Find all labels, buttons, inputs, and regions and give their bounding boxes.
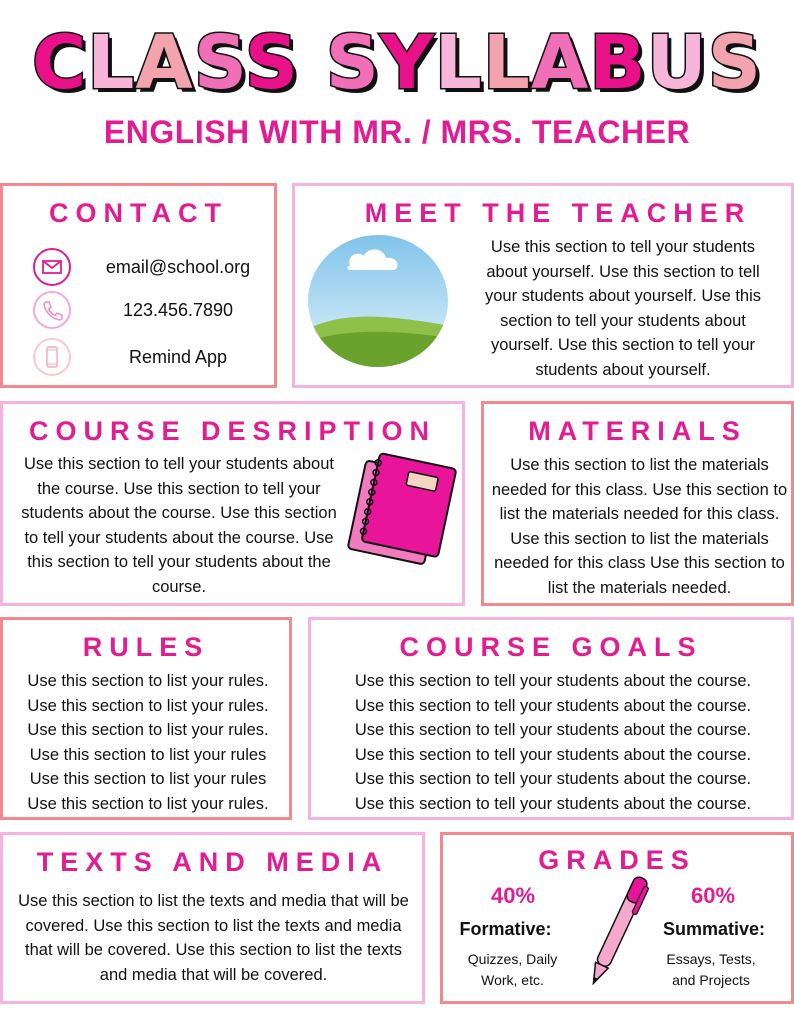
course-description-section	[0, 401, 465, 606]
course-description-text: Use this section to tell your students about the course. Use this section to tell your students about the course. Use this section to tell your students about the course. Use this section to tell your students about the course.	[21, 455, 337, 596]
rule-line: Use this section to list your rules.	[27, 696, 269, 715]
rule-line: Use this section to list your rules	[29, 770, 267, 788]
grades-section	[440, 832, 794, 1004]
materials-text: Use this section to list the materials needed for this class. Use this section to list the materials needed for this class. Use this section to list the materials needed for this class Use this section to list the materials needed.	[491, 456, 788, 597]
summative-percent: 60%	[690, 883, 736, 908]
rule-line: Use this section to list your rules.	[27, 721, 269, 739]
texts-media-section	[0, 832, 425, 1004]
contact-email-row	[33, 248, 263, 288]
course-description-heading: COURSE DESRIPTION	[28, 416, 437, 446]
summative-description: Essays, Tests, and Projects	[666, 951, 756, 988]
page-title	[0, 18, 794, 108]
meet-teacher-heading: MEET THE TEACHER	[364, 198, 752, 228]
texts-media-heading: TEXTS AND MEDIA	[36, 847, 389, 877]
rules-list	[7, 669, 289, 816]
materials-heading: MATERIALS	[528, 416, 747, 446]
goal-line: Use this section to tell your students about the course.	[354, 770, 752, 788]
title-word-class: CLASS	[31, 20, 299, 106]
title-word-syllabus: SYLLABUS	[325, 20, 763, 106]
phone-icon	[33, 291, 71, 329]
summative-label: Summative:	[662, 919, 766, 939]
texts-media-text: Use this section to list the texts and media that will be covered. Use this section to list the texts and media that will be covered. Use this section to list the texts and media that will be covered.	[18, 892, 409, 984]
contact-app: Remind App	[128, 347, 228, 367]
materials-section	[481, 401, 794, 606]
contact-section	[0, 183, 277, 388]
course-goals-section	[308, 617, 794, 820]
notebook-icon	[343, 449, 463, 569]
meet-teacher-text: Use this section to tell your students about yourself. Use this section to tell your students about yourself. Use this section to tell your students about yourself. Use this section to tell your students about yourself.	[484, 238, 762, 379]
meet-teacher-section	[292, 183, 794, 388]
rules-section	[0, 617, 292, 820]
formative-label: Formative:	[459, 919, 552, 939]
contact-app-row	[33, 338, 263, 378]
teacher-photo-placeholder	[306, 234, 450, 368]
contact-heading: CONTACT	[49, 198, 228, 228]
contact-email[interactable]: email@school.org	[105, 257, 251, 277]
contact-phone[interactable]: 123.456.7890	[122, 300, 234, 320]
rule-line: Use this section to list your rules.	[27, 672, 269, 690]
rule-line: Use this section to list your rules.	[27, 794, 269, 813]
goal-line: Use this section to tell your students about the course.	[354, 721, 752, 739]
goal-line: Use this section to tell your students about the course.	[354, 745, 752, 764]
mobile-icon	[33, 338, 71, 376]
formative-description: Quizzes, Daily Work, etc.	[467, 951, 558, 988]
goal-line: Use this section to tell your students about the course.	[354, 696, 752, 715]
pen-icon	[578, 863, 658, 1003]
contact-phone-row	[33, 291, 263, 331]
formative-percent: 40%	[490, 883, 536, 908]
course-goals-heading: COURSE GOALS	[399, 632, 703, 662]
page-subtitle: ENGLISH WITH MR. / MRS. TEACHER	[103, 114, 691, 150]
goal-line: Use this section to tell your students about the course.	[354, 672, 752, 690]
course-goals-list	[315, 669, 791, 816]
mail-icon	[33, 248, 71, 286]
goal-line: Use this section to tell your students about the course.	[354, 794, 752, 813]
rule-line: Use this section to list your rules	[29, 745, 267, 764]
rules-heading: RULES	[82, 632, 210, 662]
grades-heading: GRADES	[538, 845, 696, 875]
